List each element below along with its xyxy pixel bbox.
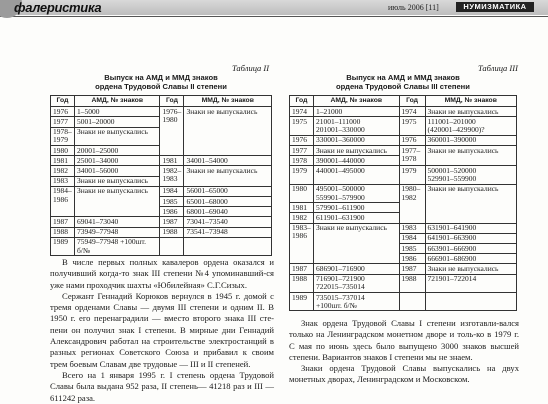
number-cell: 611901–631900 [313,213,399,223]
year-cell: 1975 [290,117,314,135]
number-cell: Знаки не выпускались [184,166,272,186]
year-cell: 1982 [51,166,75,176]
year-cell: 1977 [51,117,75,127]
number-cell: 631901–641900 [425,223,517,233]
table-3-title [289,73,517,91]
table-2 [50,95,272,256]
year-cell: 1988 [399,274,425,292]
year-cell: 1987 [290,264,314,274]
empty-cell [399,293,425,311]
number-cell: 68001–69040 [184,207,272,217]
number-cell: Знаки не выпускались [313,146,399,156]
number-cell: 735015–737014 +100шт. б/№ [313,293,399,311]
year-cell: 1985 [160,197,184,207]
number-cell: 34001–56000 [74,166,160,176]
year-cell: 1978– 1979 [51,127,75,145]
year-cell: 1989 [290,293,314,311]
number-cell: 579901–611900 [313,203,399,213]
table-row [290,166,517,184]
table-2-title-line2: ордена Трудовой Славы II степени [95,82,227,91]
table-header-row [290,96,517,107]
number-cell: Знаки не выпускались [74,186,160,217]
paragraph: Всего на 1 января 1995 г. I степень ордена Трудовой Славы была выдана 952 раза, II степень— 41218 раз и III — 611242 раза. [50,369,274,403]
col-header-mmd: ММД, № знаков [425,96,517,107]
year-cell: 1976– 1980 [160,107,184,156]
number-cell: 721901–722014 [425,274,517,292]
table-row [51,166,272,176]
table-row [51,217,272,227]
number-cell: 21001–111000 201001–330000 [313,117,399,135]
number-cell: Знаки не выпускались [74,127,160,145]
year-cell: 1980– 1982 [399,184,425,223]
number-cell: 75949–77948 +100шт. б/№ [74,237,160,255]
year-cell: 1979 [290,166,314,184]
number-cell: 65001–68000 [184,197,272,207]
year-cell: 1987 [399,264,425,274]
year-cell: 1976 [290,135,314,145]
paragraph: Знаки ордена Трудовой Славы выпускались на двух монетных дворах, Ленинградском и Московском. [289,363,519,385]
number-cell: 1–5000 [74,107,160,117]
paragraph: Знак ордена Трудовой Славы I степени изготавли-вался только на Ленинградском монетном дворе и толь-ко в 1979 г. С мая по июнь здесь было выпущено 3000 знаков высшей степени. Вариантов знаков I степени мы не знаем. [289,318,519,362]
number-cell: 663901–666900 [425,244,517,254]
table-row [290,117,517,135]
table-row [290,107,517,117]
number-cell: 440001–495000 [313,166,399,184]
number-cell: Знаки не выпускались [425,107,517,117]
year-cell: 1975 [399,117,425,135]
table-2-title [50,73,272,91]
number-cell: 390001–440000 [313,156,399,166]
number-cell: 500001–520000 529901–559900 [425,166,517,184]
empty-cell [425,293,517,311]
number-cell: Знаки не выпускались [425,146,517,166]
empty-cell [184,237,272,255]
number-cell: 20001–25000 [74,146,160,156]
table-3-title-line1: Выпуск на АМД и ММД знаков [346,73,460,82]
year-cell: 1987 [160,217,184,227]
year-cell: 1980 [51,146,75,156]
paragraph: В числе первых полных кавалеров ордена оказался и получивший когда-то знак III степени №4 упоминавший-ся уже нами проходчик шахты «Юбилейная» С.Г.Сизых. [50,257,274,290]
article-text-right [289,318,519,386]
number-cell: Знаки не выпускались [425,264,517,274]
table-row [51,156,272,166]
table-row [290,274,517,292]
number-cell: Знаки не выпускались [184,107,272,156]
year-cell: 1986 [399,254,425,264]
number-cell: 686901–716900 [313,264,399,274]
year-cell: 1987 [51,217,75,227]
issue-label: июль 2006 [11] [388,3,439,12]
number-cell: 25001–34000 [74,156,160,166]
year-cell: 1988 [290,274,314,292]
number-cell: 73541–73948 [184,227,272,237]
table-row [290,264,517,274]
number-cell: 495001–500000 559901–579900 [313,184,399,202]
year-cell: 1983 [399,223,425,233]
year-cell: 1974 [399,107,425,117]
year-cell: 1982 [290,213,314,223]
table-3-label: Таблица III [478,63,518,73]
year-cell: 1978 [290,156,314,166]
year-cell: 1985 [399,244,425,254]
number-cell: 360001–390000 [425,135,517,145]
col-header-year: Год [290,96,314,107]
table-row [290,293,517,311]
year-cell: 1983– 1986 [290,223,314,264]
year-cell: 1974 [290,107,314,117]
page-header [0,0,548,17]
year-cell: 1988 [51,227,75,237]
number-cell: 111001–201000 (420001–429900)? [425,117,517,135]
number-cell: 34001–54000 [184,156,272,166]
year-cell: 1981 [160,156,184,166]
year-cell: 1986 [160,207,184,217]
col-header-mmd: ММД, № знаков [184,96,272,107]
number-cell: 330001–360000 [313,135,399,145]
magazine-brand: НУМИЗМАТИКА [456,2,534,12]
number-cell: 716901–721900 722015–735014 [313,274,399,292]
number-cell: 666901–686900 [425,254,517,264]
table-row [51,227,272,237]
table-row [290,223,517,233]
empty-cell [160,237,184,255]
number-cell: Знаки не выпускались [313,223,399,264]
number-cell: 641901–663900 [425,233,517,243]
table-2-title-line1: Выпуск на АМД и ММД знаков [104,73,218,82]
table-3-title-line2: ордена Трудовой Славы III степени [336,82,470,91]
year-cell: 1976 [399,135,425,145]
year-cell: 1984 [160,186,184,196]
col-header-amd: АМД, № знаков [74,96,160,107]
table-row [290,135,517,145]
table-row [51,237,272,255]
year-cell: 1980 [290,184,314,202]
col-header-year: Год [399,96,425,107]
number-cell: 73041–73540 [184,217,272,227]
number-cell: 69041–73040 [74,217,160,227]
number-cell: Знаки не выпускались [74,176,160,186]
section-title: фалеристика [14,0,102,15]
number-cell: 73949–77948 [74,227,160,237]
table-2-label: Таблица II [232,63,270,73]
year-cell: 1977 [290,146,314,156]
col-header-year: Год [160,96,184,107]
table-row [51,107,272,117]
number-cell: 1–21000 [313,107,399,117]
year-cell: 1983 [51,176,75,186]
year-cell: 1989 [51,237,75,255]
col-header-amd: АМД, № знаков [313,96,399,107]
year-cell: 1976 [51,107,75,117]
year-cell: 1977– 1978 [399,146,425,166]
year-cell: 1984– 1986 [51,186,75,217]
year-cell: 1982– 1983 [160,166,184,186]
number-cell: Знаки не выпускались [425,184,517,223]
year-cell: 1988 [160,227,184,237]
year-cell: 1981 [51,156,75,166]
article-text-left [50,257,274,404]
year-cell: 1981 [290,203,314,213]
paragraph: Сержант Геннадий Корюков вернулся в 1945 г. домой с тремя орденами Славы — двумя III степени и одним II. В 1950 г. его перенаградили — вместо второго знака III сте-пени он получил знак I степени. В мирные дни Геннадий Александрович работал на строительстве электростанций в разных регионах Советского Союза и прибавил к своим трем боевым Славам две трудовые — III и II степеней. [50,290,274,369]
year-cell: 1984 [399,233,425,243]
number-cell: 56001–65000 [184,186,272,196]
col-header-year: Год [51,96,75,107]
number-cell: 5001–20000 [74,117,160,127]
table-3 [289,95,517,311]
table-row [290,184,517,202]
table-row [51,186,272,196]
table-header-row [51,96,272,107]
year-cell: 1979 [399,166,425,184]
table-row [290,146,517,156]
